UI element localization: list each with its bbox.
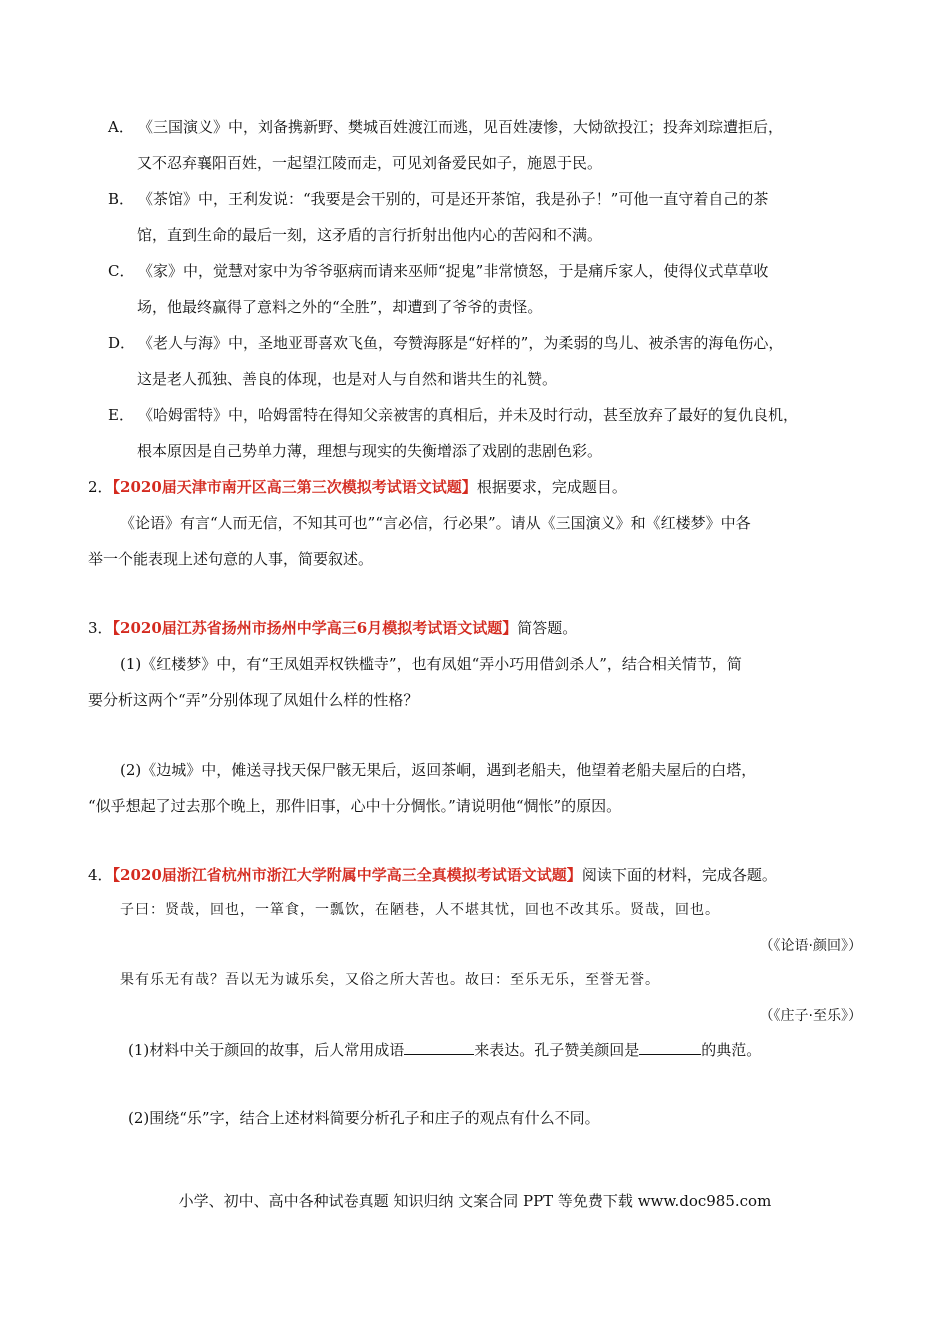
option-a-line2: 又不忍弃襄阳百姓，一起望江陵而走，可见刘备爱民如子，施恩于民。 bbox=[137, 154, 603, 172]
question-number: 4． bbox=[88, 866, 113, 884]
option-letter: C． bbox=[108, 262, 135, 280]
option-letter: D． bbox=[108, 334, 136, 352]
option-text: 《老人与海》中，圣地亚哥喜欢飞鱼，夸赞海豚是“好样的”，为柔弱的鸟儿、被杀害的海龟伤心， bbox=[138, 334, 784, 352]
sub1-text-a: (1)材料中关于颜回的故事，后人常用成语 bbox=[128, 1041, 405, 1059]
sub1-text-b: 来表达。孔子赞美颜回是 bbox=[474, 1041, 640, 1059]
option-letter: E． bbox=[108, 406, 134, 424]
sub1-text-c: 的典范。 bbox=[701, 1041, 762, 1059]
question-source: 【2020届江苏省扬州市扬州中学高三6月模拟考试语文试题】 bbox=[112, 619, 518, 637]
answer-blank-2[interactable] bbox=[639, 1040, 701, 1055]
option-d-line2: 这是老人孤独、善良的体现，也是对人与自然和谐共生的礼赞。 bbox=[137, 370, 558, 388]
question-3-sub1-line1: (1)《红楼梦》中，有“王凤姐弄权铁槛寺”，也有凤姐“弄小巧用借剑杀人”，结合相关情节，简 bbox=[120, 655, 742, 673]
option-c-line2: 场，他最终赢得了意料之外的“全胜”，却遭到了爷爷的责怪。 bbox=[137, 298, 543, 316]
question-3-sub2-line2: “似乎想起了过去那个晚上，那件旧事，心中十分惆怅。”请说明他“惆怅”的原因。 bbox=[88, 797, 622, 815]
option-text: 《家》中，觉慧对家中为爷爷驱病而请来巫师“捉鬼”非常愤怒，于是痛斥家人，使得仪式草草收 bbox=[138, 262, 769, 280]
material-1: 子曰：贤哉，回也，一箪食，一瓢饮，在陋巷，人不堪其忧，回也不改其乐。贤哉，回也。 bbox=[120, 902, 720, 918]
question-4-sub1 bbox=[128, 1040, 761, 1060]
option-c-line1 bbox=[108, 261, 768, 281]
question-4-header bbox=[88, 865, 777, 885]
question-instruction: 阅读下面的材料，完成各题。 bbox=[581, 866, 777, 884]
option-b-line2: 馆，直到生命的最后一刻，这矛盾的言行折射出他内心的苦闷和不满。 bbox=[137, 226, 603, 244]
question-3-header bbox=[88, 618, 577, 638]
option-e-line2: 根本原因是自己势单力薄，理想与现实的失衡增添了戏剧的悲剧色彩。 bbox=[137, 442, 603, 460]
question-3-sub1-line2: 要分析这两个“弄”分别体现了凤姐什么样的性格？ bbox=[88, 691, 419, 709]
page-footer: 小学、初中、高中各种试卷真题 知识归纳 文案合同 PPT 等免费下载 www.doc985.com bbox=[178, 1192, 772, 1210]
option-letter: B． bbox=[108, 190, 135, 208]
option-text: 《茶馆》中，王利发说：“我要是会干别的，可是还开茶馆，我是孙子！”可他一直守着自己的茶 bbox=[138, 190, 769, 208]
option-text: 《哈姆雷特》中，哈姆雷特在得知父亲被害的真相后，并未及时行动，甚至放弃了最好的复仇良机， bbox=[138, 406, 799, 424]
option-text: 《三国演义》中，刘备携新野、樊城百姓渡江而逃，见百姓凄惨，大恸欲投江；投奔刘琮遭拒后， bbox=[138, 118, 784, 136]
option-a-line1 bbox=[108, 117, 783, 137]
material-1-source: （《论语·颜回》） bbox=[759, 938, 862, 954]
material-2-source: （《庄子·至乐》） bbox=[759, 1008, 862, 1024]
question-2-body-line2: 举一个能表现上述句意的人事，简要叙述。 bbox=[88, 550, 374, 568]
option-b-line1 bbox=[108, 189, 768, 209]
question-number: 3． bbox=[88, 619, 113, 637]
question-source: 【2020届浙江省杭州市浙江大学附属中学高三全真模拟考试语文试题】 bbox=[112, 866, 582, 884]
question-3-sub2-line1: (2)《边城》中，傩送寻找天保尸骸无果后，返回茶峒，遇到老船夫，他望着老船夫屋后的白塔， bbox=[120, 761, 757, 779]
question-source: 【2020届天津市南开区高三第三次模拟考试语文试题】 bbox=[112, 478, 477, 496]
question-instruction: 简答题。 bbox=[517, 619, 578, 637]
question-number: 2． bbox=[88, 478, 113, 496]
option-d-line1 bbox=[108, 333, 783, 353]
option-letter: A． bbox=[108, 118, 134, 136]
question-2-header bbox=[88, 477, 627, 497]
material-2: 果有乐无有哉？吾以无为诚乐矣，又俗之所大苦也。故曰：至乐无乐，至誉无誉。 bbox=[120, 972, 660, 988]
question-2-body-line1: 《论语》有言“人而无信，不知其可也”“言必信，行必果”。请从《三国演义》和《红楼梦》中各 bbox=[120, 514, 751, 532]
answer-blank-1[interactable] bbox=[404, 1040, 474, 1055]
question-instruction: 根据要求，完成题目。 bbox=[476, 478, 627, 496]
question-4-sub2: (2)围绕“乐”字，结合上述材料简要分析孔子和庄子的观点有什么不同。 bbox=[128, 1109, 600, 1127]
option-e-line1 bbox=[108, 405, 798, 425]
